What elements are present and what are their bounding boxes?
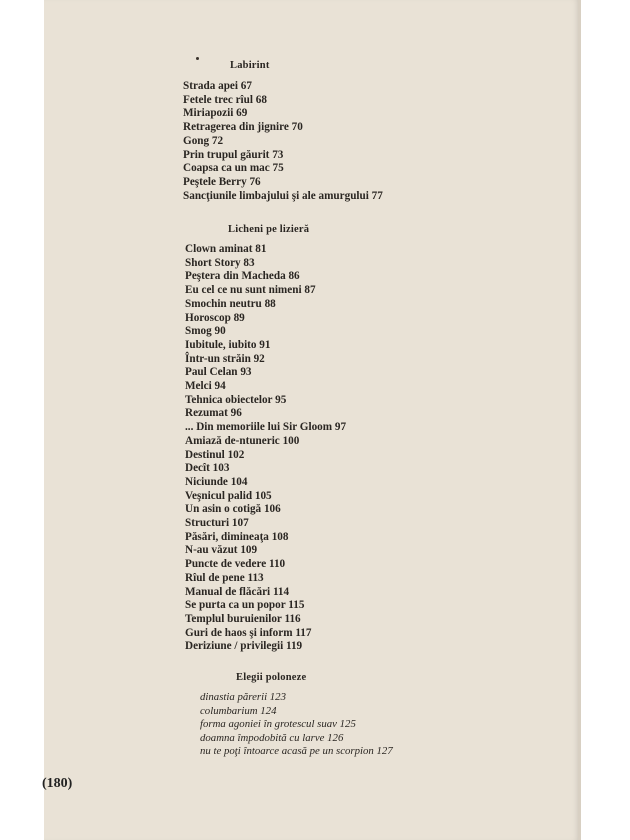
toc-entry: Manual de flăcări 114 — [185, 585, 290, 598]
toc-entry: ... Din memoriile lui Sir Gloom 97 — [185, 421, 347, 434]
toc-entry: Smochin neutru 88 — [185, 297, 276, 310]
toc-entry: Păsări, dimineaţa 108 — [185, 530, 289, 543]
toc-entry: dinastia părerii 123 — [200, 691, 286, 703]
toc-entry: Veşnicul palid 105 — [185, 489, 272, 502]
ink-dot — [196, 57, 199, 60]
toc-entry: Smog 90 — [185, 325, 226, 338]
toc-entry: Prin trupul găurit 73 — [183, 148, 284, 161]
toc-entry: Retragerea din jignire 70 — [183, 121, 303, 134]
toc-entry: columbarium 124 — [200, 704, 277, 717]
toc-entry: Iubitule, iubito 91 — [185, 338, 271, 351]
toc-entry: Coapsa ca un mac 75 — [183, 162, 284, 175]
toc-entry: doamna împodobită cu larve 126 — [200, 731, 344, 744]
page-edge — [578, 0, 581, 840]
toc-entry: Strada apei 67 — [183, 80, 252, 92]
entries-licheni — [185, 243, 346, 654]
toc-entry: Templul buruienilor 116 — [185, 612, 301, 625]
entries-labirint — [183, 80, 383, 203]
toc-entry: N-au văzut 109 — [185, 544, 258, 557]
section-title-labirint: Labirint — [230, 60, 270, 71]
section-title-licheni: Licheni pe lizieră — [228, 224, 310, 235]
toc-entry: Structuri 107 — [185, 517, 249, 530]
toc-entry: nu te poţi întoarce acasă pe un scorpion 127 — [200, 745, 393, 757]
toc-entry: Niciunde 104 — [185, 475, 248, 488]
toc-entry: Tehnica obiectelor 95 — [185, 393, 287, 406]
toc-entry: Deriziune / privilegii 119 — [185, 640, 303, 653]
toc-entry: Clown aminat 81 — [185, 243, 267, 255]
toc-entry: Short Story 83 — [185, 256, 255, 269]
toc-entry: Eu cel ce nu sunt nimeni 87 — [185, 284, 316, 297]
toc-entry: Rîul de pene 113 — [185, 571, 264, 584]
toc-entry: Decît 103 — [185, 462, 230, 475]
entries-elegii — [200, 691, 393, 759]
toc-entry: Miriapozii 69 — [183, 107, 248, 120]
toc-entry: Destinul 102 — [185, 448, 245, 461]
section-title-elegii: Elegii poloneze — [236, 672, 307, 683]
toc-entry: Peştele Berry 76 — [183, 175, 261, 188]
toc-entry: Horoscop 89 — [185, 311, 245, 324]
toc-entry: Melci 94 — [185, 380, 226, 393]
toc-entry: Paul Celan 93 — [185, 366, 252, 379]
toc-entry: Rezumat 96 — [185, 407, 242, 420]
toc-entry: Peştera din Macheda 86 — [185, 270, 300, 283]
page-number: (180) — [42, 776, 73, 791]
toc-entry: Se purta ca un popor 115 — [185, 599, 305, 612]
toc-entry: Într-un străin 92 — [185, 352, 265, 365]
toc-entry: forma agoniei în grotescul suav 125 — [200, 718, 356, 730]
toc-entry: Fetele trec rîul 68 — [183, 93, 267, 106]
toc-entry: Un asin o cotigă 106 — [185, 503, 281, 516]
toc-entry: Guri de haos şi inform 117 — [185, 626, 312, 639]
toc-entry: Sancţiunile limbajului şi ale amurgului 77 — [183, 189, 383, 202]
toc-entry: Amiază de-ntuneric 100 — [185, 434, 300, 447]
toc-entry: Puncte de vedere 110 — [185, 558, 286, 571]
toc-entry: Gong 72 — [183, 134, 224, 147]
